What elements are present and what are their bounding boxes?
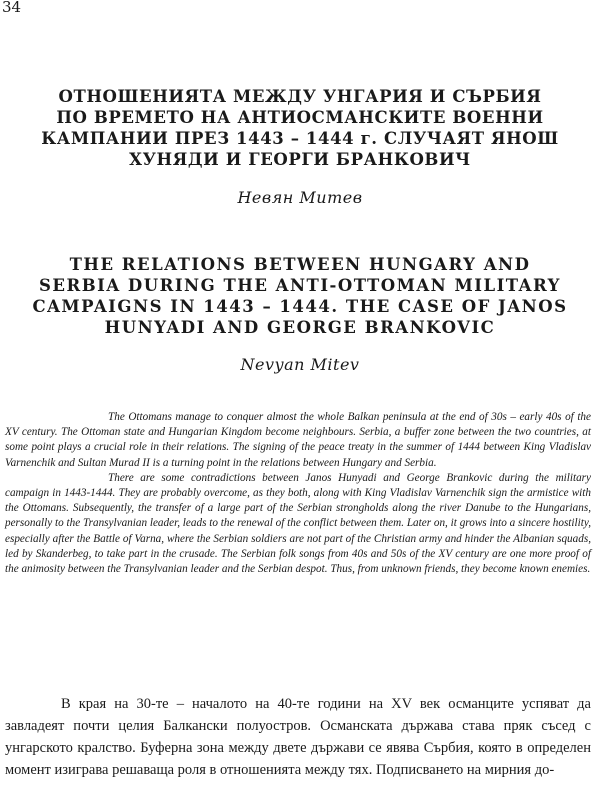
title-en-line: THE RELATIONS BETWEEN HUNGARY AND: [69, 255, 531, 274]
page-number: 34: [2, 0, 22, 16]
title-english: [0, 254, 600, 338]
title-bg-line: ХУНЯДИ И ГЕОРГИ БРАНКОВИЧ: [129, 150, 471, 169]
title-bulgarian: [0, 86, 600, 170]
title-bg-line: ОТНОШЕНИЯТА МЕЖДУ УНГАРИЯ И СЪРБИЯ: [58, 87, 542, 106]
abstract: [5, 410, 591, 577]
author-english: Nevyan Mitev: [240, 355, 360, 374]
title-bg-line: ПО ВРЕМЕТО НА АНТИОСМАНСКИТЕ ВОЕННИ: [56, 108, 544, 127]
author-bulgarian: Невян Митев: [237, 188, 363, 207]
abstract-paragraph: There are some contradictions between Janos Hunyadi and George Brankovic during the military campaign in 1443-1444. They are probably overcome, as they both, along with King Vladislav Varnenchik sign the armistice with the Ottomans. Subsequently, the transfer of a large part of the Serbian strongholds along the river Danube to the Hungarians, personally to the Transylvanian leader, leads to the renewal of the conflict between them. Later on, it grows into a sincere hostility, especially after the Battle of Varna, where the Serbian soldiers are not part of the Christian army and hinder the Albanian squads, led by Skanderbeg, to take part in the crusade. The Serbian folk songs from 40s and 50s of the XV century are one more proof of the animosity between the Transylvanian leader and the Serbian despot. Thus, from unknown friends, they become known enemies.: [5, 471, 591, 576]
body-paragraph: В края на 30-те – началото на 40-те години на XV век османците успяват да завладеят почти целия Балкански полуостров. Османската държава става пряк съсед с унгарското кралство. Буферна зона между двете държави се явява Сърбия, която в определен момент изиграва решаваща роля в отношенията между тях. Подписването на мирния до-: [5, 696, 591, 778]
title-en-line: HUNYADI AND GEORGE BRANKOVIC: [104, 318, 496, 337]
abstract-paragraph: The Ottomans manage to conquer almost the whole Balkan peninsula at the end of 30s – early 40s of the XV century. The Ottoman state and Hungarian Kingdom become neighbours. Serbia, a buffer zone between the two countries, at some point plays a crucial role in their relations. The signing of the peace treaty in the summer of 1444 between King Vladislav Varnenchik and Sultan Murad II is a turning point in the relations between Hungary and Serbia.: [5, 411, 591, 469]
title-en-line: SERBIA DURING THE ANTI-OTTOMAN MILITARY: [39, 276, 561, 295]
title-en-line: CAMPAIGNS IN 1443 – 1444. THE CASE OF JANOS: [32, 297, 568, 316]
title-bg-line: КАМПАНИИ ПРЕЗ 1443 – 1444 г. СЛУЧАЯТ ЯНОШ: [41, 129, 559, 148]
body-text: [5, 693, 591, 781]
